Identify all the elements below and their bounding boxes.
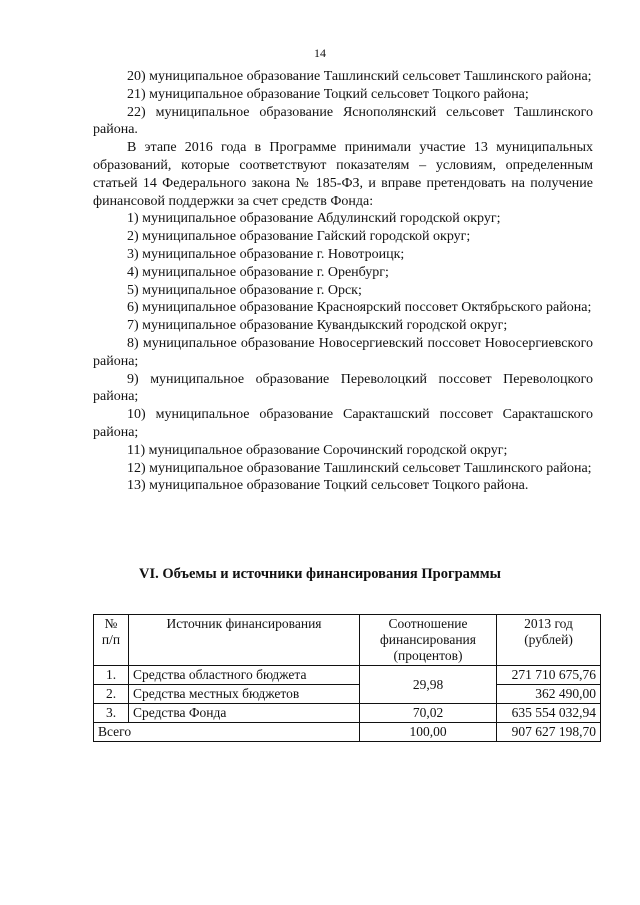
list-item: 6) муниципальное образование Красноярский поссовет Октябрьского района; [127, 300, 592, 316]
list-item: 12) муниципальное образование Ташлинский сельсовет Ташлинского района; [127, 460, 592, 476]
table-row [94, 685, 601, 704]
list-item: 9) муниципальное образование Переволоцкий поссовет Переволоцкого района; [93, 371, 593, 405]
table-row [94, 704, 601, 723]
table-header-row [94, 615, 601, 666]
total-ratio: 100,00 [360, 723, 497, 742]
list-item: 13) муниципальное образование Тоцкий сельсовет Тоцкого района. [127, 478, 529, 494]
list-item: 22) муниципальное образование Яснополянский сельсовет Ташлинского района. [93, 104, 593, 138]
row-amount: 362 490,00 [497, 685, 601, 704]
funding-table [93, 614, 601, 742]
list-item: 8) муниципальное образование Новосергиевский поссовет Новосергиевского района; [93, 335, 593, 369]
total-label: Всего [94, 723, 360, 742]
page-number: 14 [314, 46, 326, 60]
list-item: 10) муниципальное образование Саракташский поссовет Саракташского района; [93, 407, 593, 440]
header-num: № п/п [94, 615, 129, 666]
row-source: Средства местных бюджетов [129, 685, 360, 704]
row-amount: 635 554 032,94 [497, 704, 601, 723]
paragraph: В этапе 2016 года в Программе принимали участие 13 муниципальных образований, которые соответствуют показателям – условиям, определенным статьей 14 Федерального закона № 185-ФЗ, и вправе претендовать на получение финансовой поддержки за счет средств Фонда: [93, 140, 593, 209]
row-ratio-merged: 29,98 [360, 666, 497, 704]
list-item: 2) муниципальное образование Гайский городской округ; [127, 229, 471, 245]
header-source: Источник финансирования [129, 615, 360, 666]
row-source: Средства Фонда [129, 704, 360, 723]
row-amount: 271 710 675,76 [497, 666, 601, 685]
table-row [94, 666, 601, 685]
header-ratio: Соотношение финансирования (процентов) [360, 615, 497, 666]
list-item: 4) муниципальное образование г. Оренбург; [127, 264, 389, 280]
row-source: Средства областного бюджета [129, 666, 360, 685]
total-amount: 907 627 198,70 [497, 723, 601, 742]
list-item: 11) муниципальное образование Сорочинский городской округ; [127, 442, 508, 458]
table-total-row [94, 723, 601, 742]
row-num: 2. [94, 685, 129, 704]
row-num: 3. [94, 704, 129, 723]
list-item: 21) муниципальное образование Тоцкий сельсовет Тоцкого района; [127, 86, 529, 102]
row-ratio: 70,02 [360, 704, 497, 723]
list-item: 1) муниципальное образование Абдулинский городской округ; [127, 211, 501, 227]
row-num: 1. [94, 666, 129, 685]
list-item: 5) муниципальное образование г. Орск; [127, 282, 362, 298]
list-item: 3) муниципальное образование г. Новотроицк; [127, 246, 405, 262]
section-title: VI. Объемы и источники финансирования Программы [139, 566, 501, 582]
list-item: 7) муниципальное образование Кувандыкский городской округ; [127, 318, 508, 334]
body-text [93, 68, 593, 495]
header-amount: 2013 год (рублей) [497, 615, 601, 666]
list-item: 20) муниципальное образование Ташлинский сельсовет Ташлинского района; [127, 69, 592, 84]
